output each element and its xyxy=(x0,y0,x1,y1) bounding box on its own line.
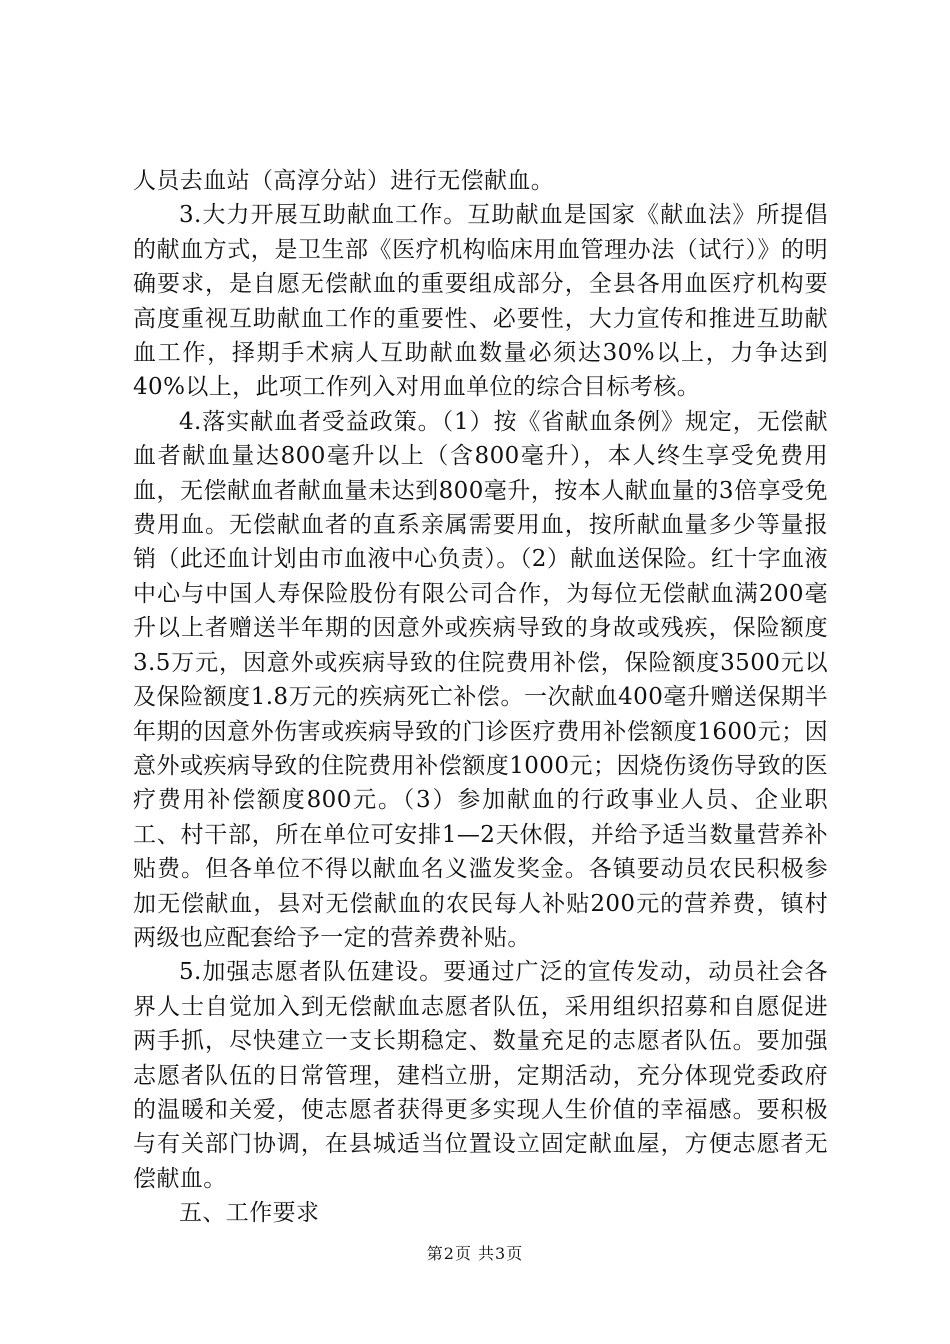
document-body xyxy=(133,164,828,1231)
paragraph-mutual-donation: 3.大力开展互助献血工作。互助献血是国家《献血法》所提倡的献血方式，是卫生部《医疗机构临床用血管理办法（试行）》的明确要求，是自愿无偿献血的重要组成部分，全县各用血医疗机构要高度重视互助献血工作的重要性、必要性，大力宣传和推进互助献血工作，择期手术病人互助献血数量必须达30%以上，力争达到40%以上，此项工作列入对用血单位的综合目标考核。 xyxy=(133,202,828,401)
paragraph-donor-benefits: 4.落实献血者受益政策。（1）按《省献血条例》规定，无偿献血者献血量达800毫升以上（含800毫升），本人终生享受免费用血，无偿献血者献血量未达到800毫升，按本人献血量的3倍享受免费用血。无偿献血者的直系亲属需要用血，按所献血量多少等量报销（此还血计划由市血液中心负责）。（2）献血送保险。红十字血液中心与中国人寿保险股份有限公司合作，为每位无偿献血满200毫升以上者赠送半年期的因意外或疾病导致的身故或残疾，保险额度3.5万元，因意外或疾病导致的住院费用补偿，保险额度3500元以及保险额度1.8万元的疾病死亡补偿。一次献血400毫升赠送保期半年期的因意外伤害或疾病导致的门诊医疗费用补偿额度1600元；因意外或疾病导致的住院费用补偿额度1000元；因烧伤烫伤导致的医疗费用补偿额度800元。（3）参加献血的行政事业人员、企业职工、村干部，所在单位可安排1—2天休假，并给予适当数量营养补贴费。但各单位不得以献血名义滥发奖金。各镇要动员农民积极参加无偿献血，县对无偿献血的农民每人补贴200元的营养费，镇村两级也应配套给予一定的营养费补贴。 xyxy=(133,408,828,951)
page-number-footer: 第2页 共3页 xyxy=(426,1244,524,1263)
paragraph-volunteer-team: 5.加强志愿者队伍建设。要通过广泛的宣传发动，动员社会各界人士自觉加入到无偿献血志愿者队伍，采用组织招募和自愿促进两手抓，尽快建立一支长期稳定、数量充足的志愿者队伍。要加强志愿者队伍的日常管理，建档立册，定期活动，充分体现党委政府的温暖和关爱，使志愿者获得更多实现人生价值的幸福感。要积极与有关部门协调，在县城适当位置设立固定献血屋，方便志愿者无偿献血。 xyxy=(133,959,828,1192)
paragraph-continuation: 人员去血站（高淳分站）进行无偿献血。 xyxy=(133,168,555,194)
section-heading-work-requirements: 五、工作要求 xyxy=(179,1200,320,1227)
